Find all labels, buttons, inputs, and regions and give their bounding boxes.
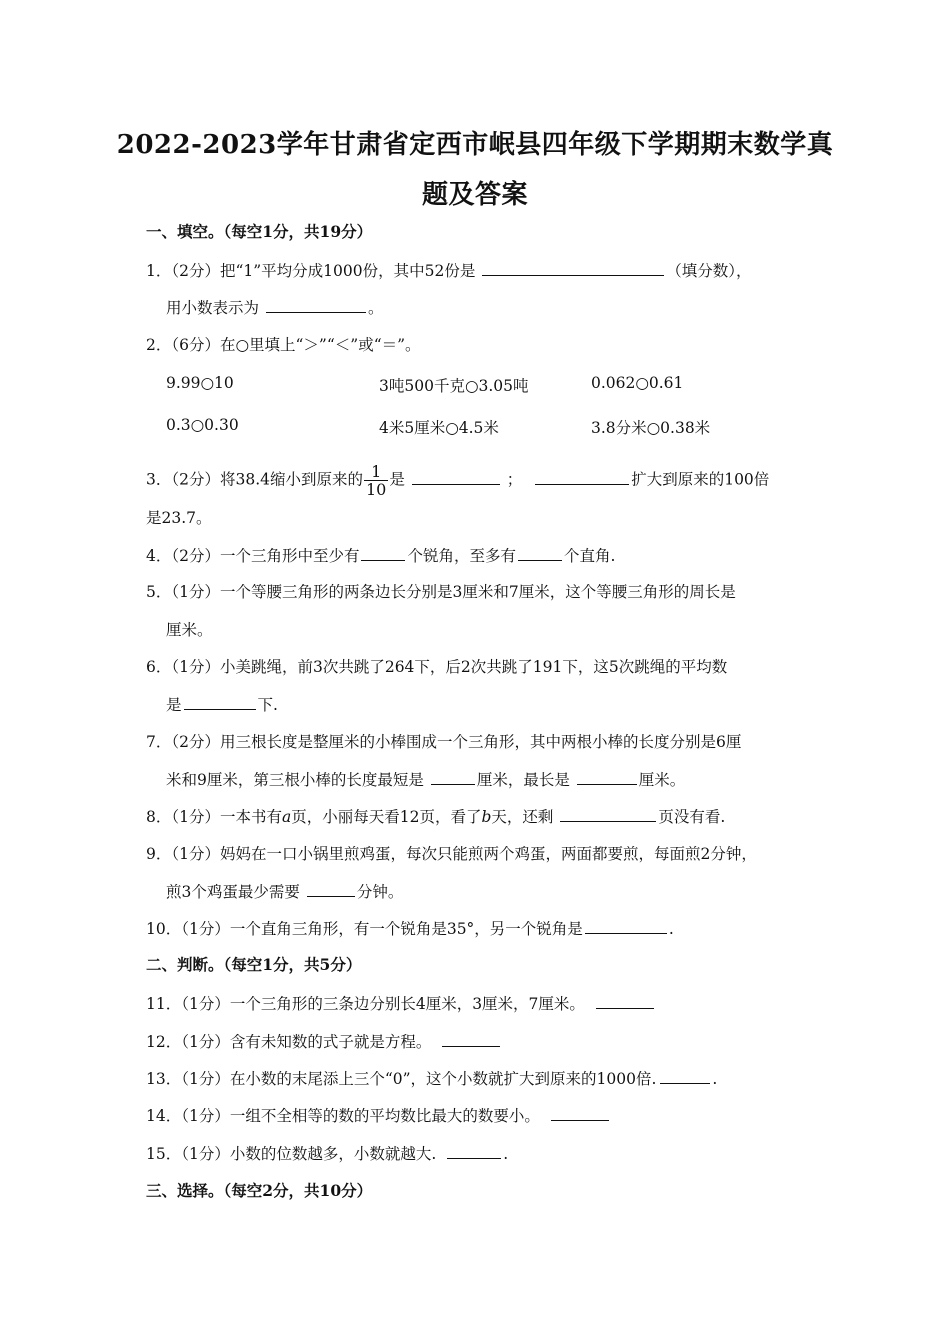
- question-9: 9．（1分）妈妈在一口小锅里煎鸡蛋，每次只能煎两个鸡蛋，两面都要煎，每面煎2分钟，: [146, 845, 757, 863]
- fraction-numerator: 1: [364, 463, 388, 481]
- q15-text: 15．（1分）小数的位数越多，小数就越大.: [146, 1145, 437, 1163]
- doc-title-line2: 题及答案: [421, 180, 528, 210]
- fraction-denominator: 10: [366, 480, 387, 499]
- compare-item-3: 0.062○0.61: [591, 374, 684, 392]
- q11-blank[interactable]: [596, 993, 654, 1009]
- doc-title-line1: 2022-2023学年甘肃省定西市岷县四年级下学期期末数学真: [116, 130, 834, 160]
- question-3-cont: 是23.7。: [146, 509, 212, 527]
- q3-blank-2[interactable]: [535, 469, 629, 485]
- q10-text-b: .: [668, 920, 674, 938]
- q3-text-c: ；: [506, 470, 523, 489]
- question-3: [146, 463, 769, 498]
- question-14: [146, 1105, 611, 1126]
- q1-blank-fraction[interactable]: [482, 260, 664, 276]
- question-8: [146, 806, 725, 827]
- q1-text-b: （填分数），: [666, 262, 752, 280]
- q7-text-c: 厘米，最长是: [476, 771, 570, 789]
- question-5: 5．（1分）一个等腰三角形的两条边长分别是3厘米和7厘米，这个等腰三角形的周长是: [146, 583, 736, 601]
- q4-text-a: 4．（2分）一个三角形中至少有: [146, 547, 360, 565]
- q1-text-c: 用小数表示为: [166, 299, 260, 317]
- q8-blank[interactable]: [560, 806, 656, 822]
- q8-text-c: 天，还剩: [491, 808, 554, 826]
- question-4: [146, 545, 615, 566]
- question-10: [146, 918, 674, 939]
- q14-blank[interactable]: [551, 1105, 609, 1121]
- q12-text: 12．（1分）含有未知数的式子就是方程。: [146, 1033, 432, 1051]
- q4-blank-2[interactable]: [518, 545, 562, 561]
- q3-text-b: 是: [389, 470, 405, 489]
- question-6: 6．（1分）小美跳绳，前3次共跳了264下，后2次共跳了191下，这5次跳绳的平均数: [146, 658, 728, 676]
- compare-item-2: 3吨500千克○3.05吨: [379, 377, 529, 395]
- q3-text-d: 扩大到原来的100倍: [631, 470, 770, 489]
- question-6-cont: [166, 694, 278, 715]
- q1-blank-decimal[interactable]: [266, 297, 366, 313]
- question-11: [146, 993, 656, 1014]
- q15-text-end: .: [503, 1145, 509, 1163]
- section-choice: 三、选择。（每空2分，共10分）: [146, 1181, 373, 1200]
- q10-blank[interactable]: [585, 918, 667, 934]
- q3-text-a: 3．（2分）将38.4缩小到原来的: [146, 470, 363, 489]
- q14-text: 14．（1分）一组不全相等的数的平均数比最大的数要小。: [146, 1107, 540, 1125]
- question-7: 7．（2分）用三根长度是整厘米的小棒围成一个三角形，其中两根小棒的长度分别是6厘: [146, 733, 742, 751]
- q4-text-c: 个直角.: [564, 547, 616, 565]
- q13-blank[interactable]: [660, 1068, 710, 1084]
- compare-item-6: 3.8分米○0.38米: [591, 419, 711, 437]
- question-1-cont: [166, 297, 383, 318]
- section-judge: 二、判断。（每空1分，共5分）: [146, 955, 362, 974]
- question-5-cont: 厘米。: [166, 621, 213, 639]
- q8-text-d: 页没有看.: [658, 808, 726, 826]
- q12-blank[interactable]: [442, 1031, 500, 1047]
- q6-text-c: 下.: [257, 696, 278, 714]
- q7-blank-max[interactable]: [577, 769, 637, 785]
- question-15: [146, 1143, 508, 1164]
- q13-text-end: .: [712, 1070, 718, 1088]
- q3-blank-1[interactable]: [412, 469, 500, 485]
- q10-text-a: 10．（1分）一个直角三角形，有一个锐角是35°，另一个锐角是: [146, 920, 583, 938]
- section-fill-blank: 一、填空。（每空1分，共19分）: [146, 222, 373, 241]
- compare-item-5: 4米5厘米○4.5米: [379, 419, 499, 437]
- q8-variable-b: b: [481, 808, 492, 826]
- q11-text: 11．（1分）一个三角形的三条边分别长4厘米，3厘米，7厘米。: [146, 995, 585, 1013]
- q7-text-b: 米和9厘米，第三根小棒的长度最短是: [166, 771, 424, 789]
- q6-blank[interactable]: [184, 694, 256, 710]
- q4-blank-1[interactable]: [361, 545, 405, 561]
- q1-text-a: 1．（2分）把“1”平均分成1000份，其中52份是: [146, 262, 476, 280]
- q15-blank[interactable]: [447, 1143, 501, 1159]
- q4-text-b: 个锐角，至多有: [407, 547, 516, 565]
- q8-variable-a: a: [281, 808, 292, 826]
- fraction-one-tenth: [364, 463, 388, 498]
- q9-text-c: 分钟。: [356, 883, 404, 901]
- compare-item-4: 0.3○0.30: [166, 416, 239, 434]
- q9-text-b: 煎3个鸡蛋最少需要: [166, 883, 300, 901]
- question-9-cont: [166, 881, 403, 902]
- q7-blank-min[interactable]: [431, 769, 475, 785]
- question-2: 2．（6分）在○里填上“＞”“＜”或“＝”。: [146, 336, 421, 354]
- question-12: [146, 1031, 502, 1052]
- q13-text: 13．（1分）在小数的末尾添上三个“0”，这个小数就扩大到原来的1000倍.: [146, 1070, 657, 1088]
- question-7-cont: [166, 769, 685, 790]
- compare-item-1: 9.99○10: [166, 374, 234, 392]
- question-1: [146, 260, 752, 281]
- q6-text-b: 是: [166, 696, 182, 714]
- q7-text-d: 厘米。: [638, 771, 686, 789]
- q8-text-a: 8．（1分）一本书有: [146, 808, 282, 826]
- q1-text-d: 。: [367, 299, 384, 317]
- question-13: [146, 1068, 717, 1089]
- q9-blank[interactable]: [307, 881, 355, 897]
- q8-text-b: 页，小丽每天看12页，看了: [291, 808, 482, 826]
